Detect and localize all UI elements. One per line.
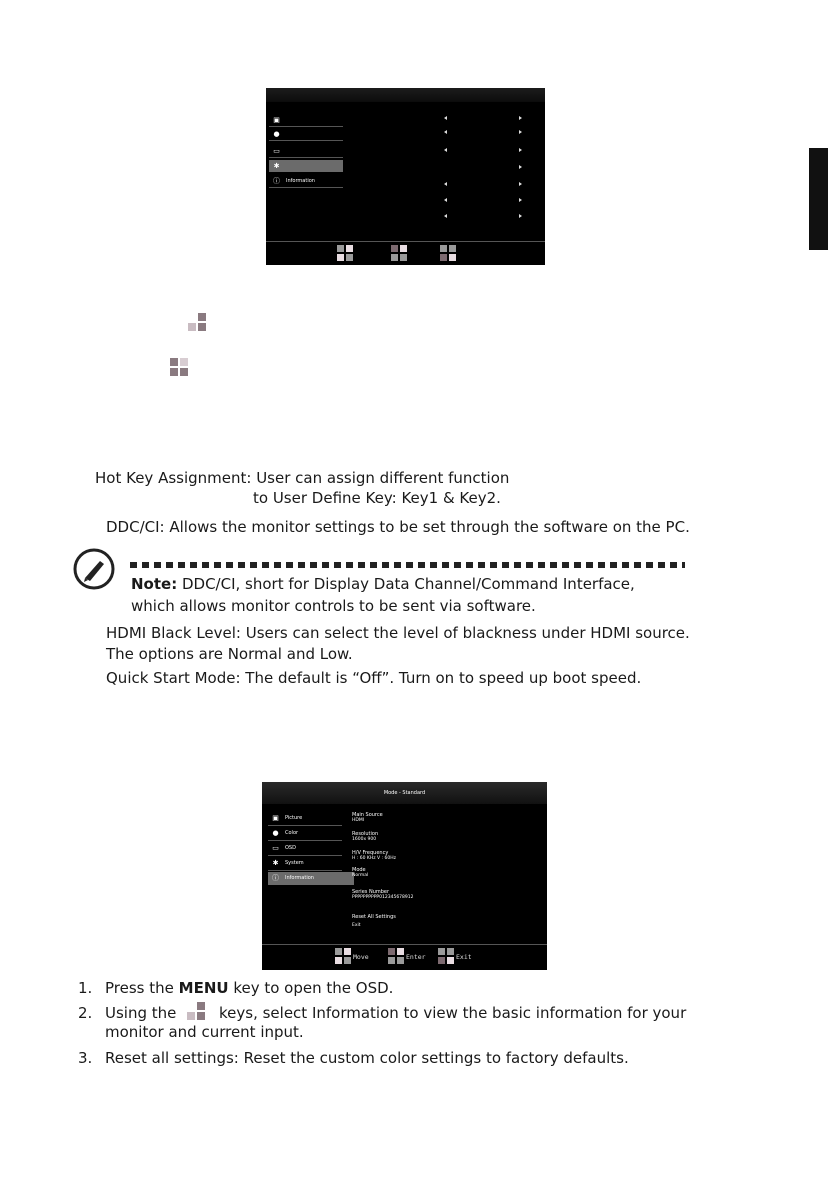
right-arrow-icon[interactable] bbox=[519, 130, 522, 134]
osd-icon: ▭ bbox=[273, 147, 280, 155]
chapter-tab bbox=[809, 148, 828, 250]
osd-footer-divider bbox=[266, 241, 545, 242]
right-arrow-icon[interactable] bbox=[519, 198, 522, 202]
osd-menu-picture[interactable]: ▣ Picture bbox=[268, 812, 342, 826]
exit-label: Exit bbox=[456, 953, 472, 961]
info-label-series-number: Series Number bbox=[352, 889, 390, 895]
osd-menu-information[interactable]: ⓘ Information bbox=[268, 872, 354, 885]
osd-menu-system[interactable]: ✱ System bbox=[268, 857, 342, 871]
osd-menu-picture[interactable] bbox=[269, 114, 343, 127]
hotkey-text-line2: to User Define Key: Key1 & Key2. bbox=[253, 489, 501, 507]
move-key-icon bbox=[335, 948, 351, 964]
step-1-number: 1. bbox=[78, 979, 93, 997]
note-label: Note: bbox=[131, 575, 178, 593]
quick-start-text: Quick Start Mode: The default is “Off”. Turn on to speed up boot speed. bbox=[106, 669, 642, 687]
info-value-resolution: 1600x 900 bbox=[352, 837, 377, 842]
step-2-number: 2. bbox=[78, 1004, 93, 1022]
left-arrow-icon[interactable] bbox=[444, 130, 447, 134]
step-2-text-a: Using the bbox=[105, 1004, 177, 1022]
osd-icon: ▭ bbox=[272, 844, 279, 852]
osd-menu-osd[interactable] bbox=[269, 145, 343, 158]
color-icon: ● bbox=[272, 829, 279, 837]
menu-key-label: MENU bbox=[178, 979, 229, 997]
enter-key-icon bbox=[391, 245, 407, 261]
osd-menu-color[interactable] bbox=[269, 128, 343, 141]
info-label-hv-frequency: H/V Frequency bbox=[352, 850, 389, 856]
updown-key-icon bbox=[187, 1002, 205, 1020]
step-1-text bbox=[105, 979, 393, 998]
osd-title: Mode - Standard bbox=[262, 782, 547, 804]
note-divider bbox=[130, 562, 685, 568]
left-arrow-icon[interactable] bbox=[444, 148, 447, 152]
step-1-text-a: Press the bbox=[105, 979, 179, 997]
step-2-text-b: keys, select Information to view the basic information for your bbox=[219, 1004, 687, 1022]
note-text-1: DDC/CI, short for Display Data Channel/Command Interface, bbox=[177, 575, 635, 593]
info-icon: ⓘ bbox=[272, 874, 279, 882]
right-arrow-icon[interactable] bbox=[519, 148, 522, 152]
osd-menu-system[interactable] bbox=[269, 160, 343, 172]
system-icon: ✱ bbox=[273, 162, 280, 170]
info-icon: ⓘ bbox=[273, 177, 280, 185]
picture-icon: ▣ bbox=[272, 814, 279, 822]
osd-menu-information[interactable]: ⓘ Information bbox=[269, 175, 343, 188]
hotkey-text-line1: Hot Key Assignment: User can assign different function bbox=[95, 469, 510, 487]
left-arrow-icon[interactable] bbox=[444, 214, 447, 218]
info-label-mode: Mode bbox=[352, 867, 366, 873]
right-arrow-icon[interactable] bbox=[519, 214, 522, 218]
note-text-line1 bbox=[131, 575, 635, 594]
info-value-mode: Normal bbox=[352, 873, 369, 878]
osd-information-screen bbox=[262, 782, 547, 970]
osd-menu-osd[interactable]: ▭ OSD bbox=[268, 842, 342, 856]
enter-key-icon bbox=[170, 358, 188, 376]
exit-item[interactable]: Exit bbox=[352, 923, 361, 928]
right-arrow-icon[interactable] bbox=[519, 165, 522, 169]
move-key-icon bbox=[337, 245, 353, 261]
move-label: Move bbox=[353, 953, 369, 961]
osd-title-bar bbox=[266, 88, 545, 102]
info-value-hv-frequency: H : 60 KHz V : 60Hz bbox=[352, 856, 396, 861]
reset-all-settings-item[interactable]: Reset All Settings bbox=[352, 914, 396, 920]
osd-footer-divider bbox=[262, 944, 547, 945]
hdmi-text-line2: The options are Normal and Low. bbox=[106, 645, 353, 663]
color-icon: ● bbox=[273, 130, 280, 138]
updown-key-icon bbox=[188, 313, 206, 331]
info-value-main-source: HDMI bbox=[352, 818, 365, 823]
left-arrow-icon[interactable] bbox=[444, 182, 447, 186]
left-arrow-icon[interactable] bbox=[444, 198, 447, 202]
exit-key-icon bbox=[440, 245, 456, 261]
note-text-line2: which allows monitor controls to be sent via software. bbox=[131, 597, 536, 615]
right-arrow-icon[interactable] bbox=[519, 116, 522, 120]
note-icon bbox=[73, 548, 115, 590]
osd-menu-color[interactable]: ● Color bbox=[268, 827, 342, 841]
right-arrow-icon[interactable] bbox=[519, 182, 522, 186]
step-3-text: Reset all settings: Reset the custom color settings to factory defaults. bbox=[105, 1049, 629, 1067]
picture-icon: ▣ bbox=[273, 116, 280, 124]
info-label-resolution: Resolution bbox=[352, 831, 379, 837]
exit-key-icon bbox=[438, 948, 454, 964]
ddc-text: DDC/CI: Allows the monitor settings to be set through the software on the PC. bbox=[106, 518, 690, 536]
hdmi-text-line1: HDMI Black Level: Users can select the level of blackness under HDMI source. bbox=[106, 624, 690, 642]
enter-key-icon bbox=[388, 948, 404, 964]
info-value-series-number: PPPPPPPPPP012345678912 bbox=[352, 895, 414, 900]
left-arrow-icon[interactable] bbox=[444, 116, 447, 120]
enter-label: Enter bbox=[406, 953, 426, 961]
step-3-number: 3. bbox=[78, 1049, 93, 1067]
info-label-main-source: Main Source bbox=[352, 812, 383, 818]
step-2-text-c: monitor and current input. bbox=[105, 1023, 304, 1041]
system-icon: ✱ bbox=[272, 859, 279, 867]
osd-system-screen bbox=[266, 88, 545, 265]
step-1-text-b: key to open the OSD. bbox=[228, 979, 394, 997]
